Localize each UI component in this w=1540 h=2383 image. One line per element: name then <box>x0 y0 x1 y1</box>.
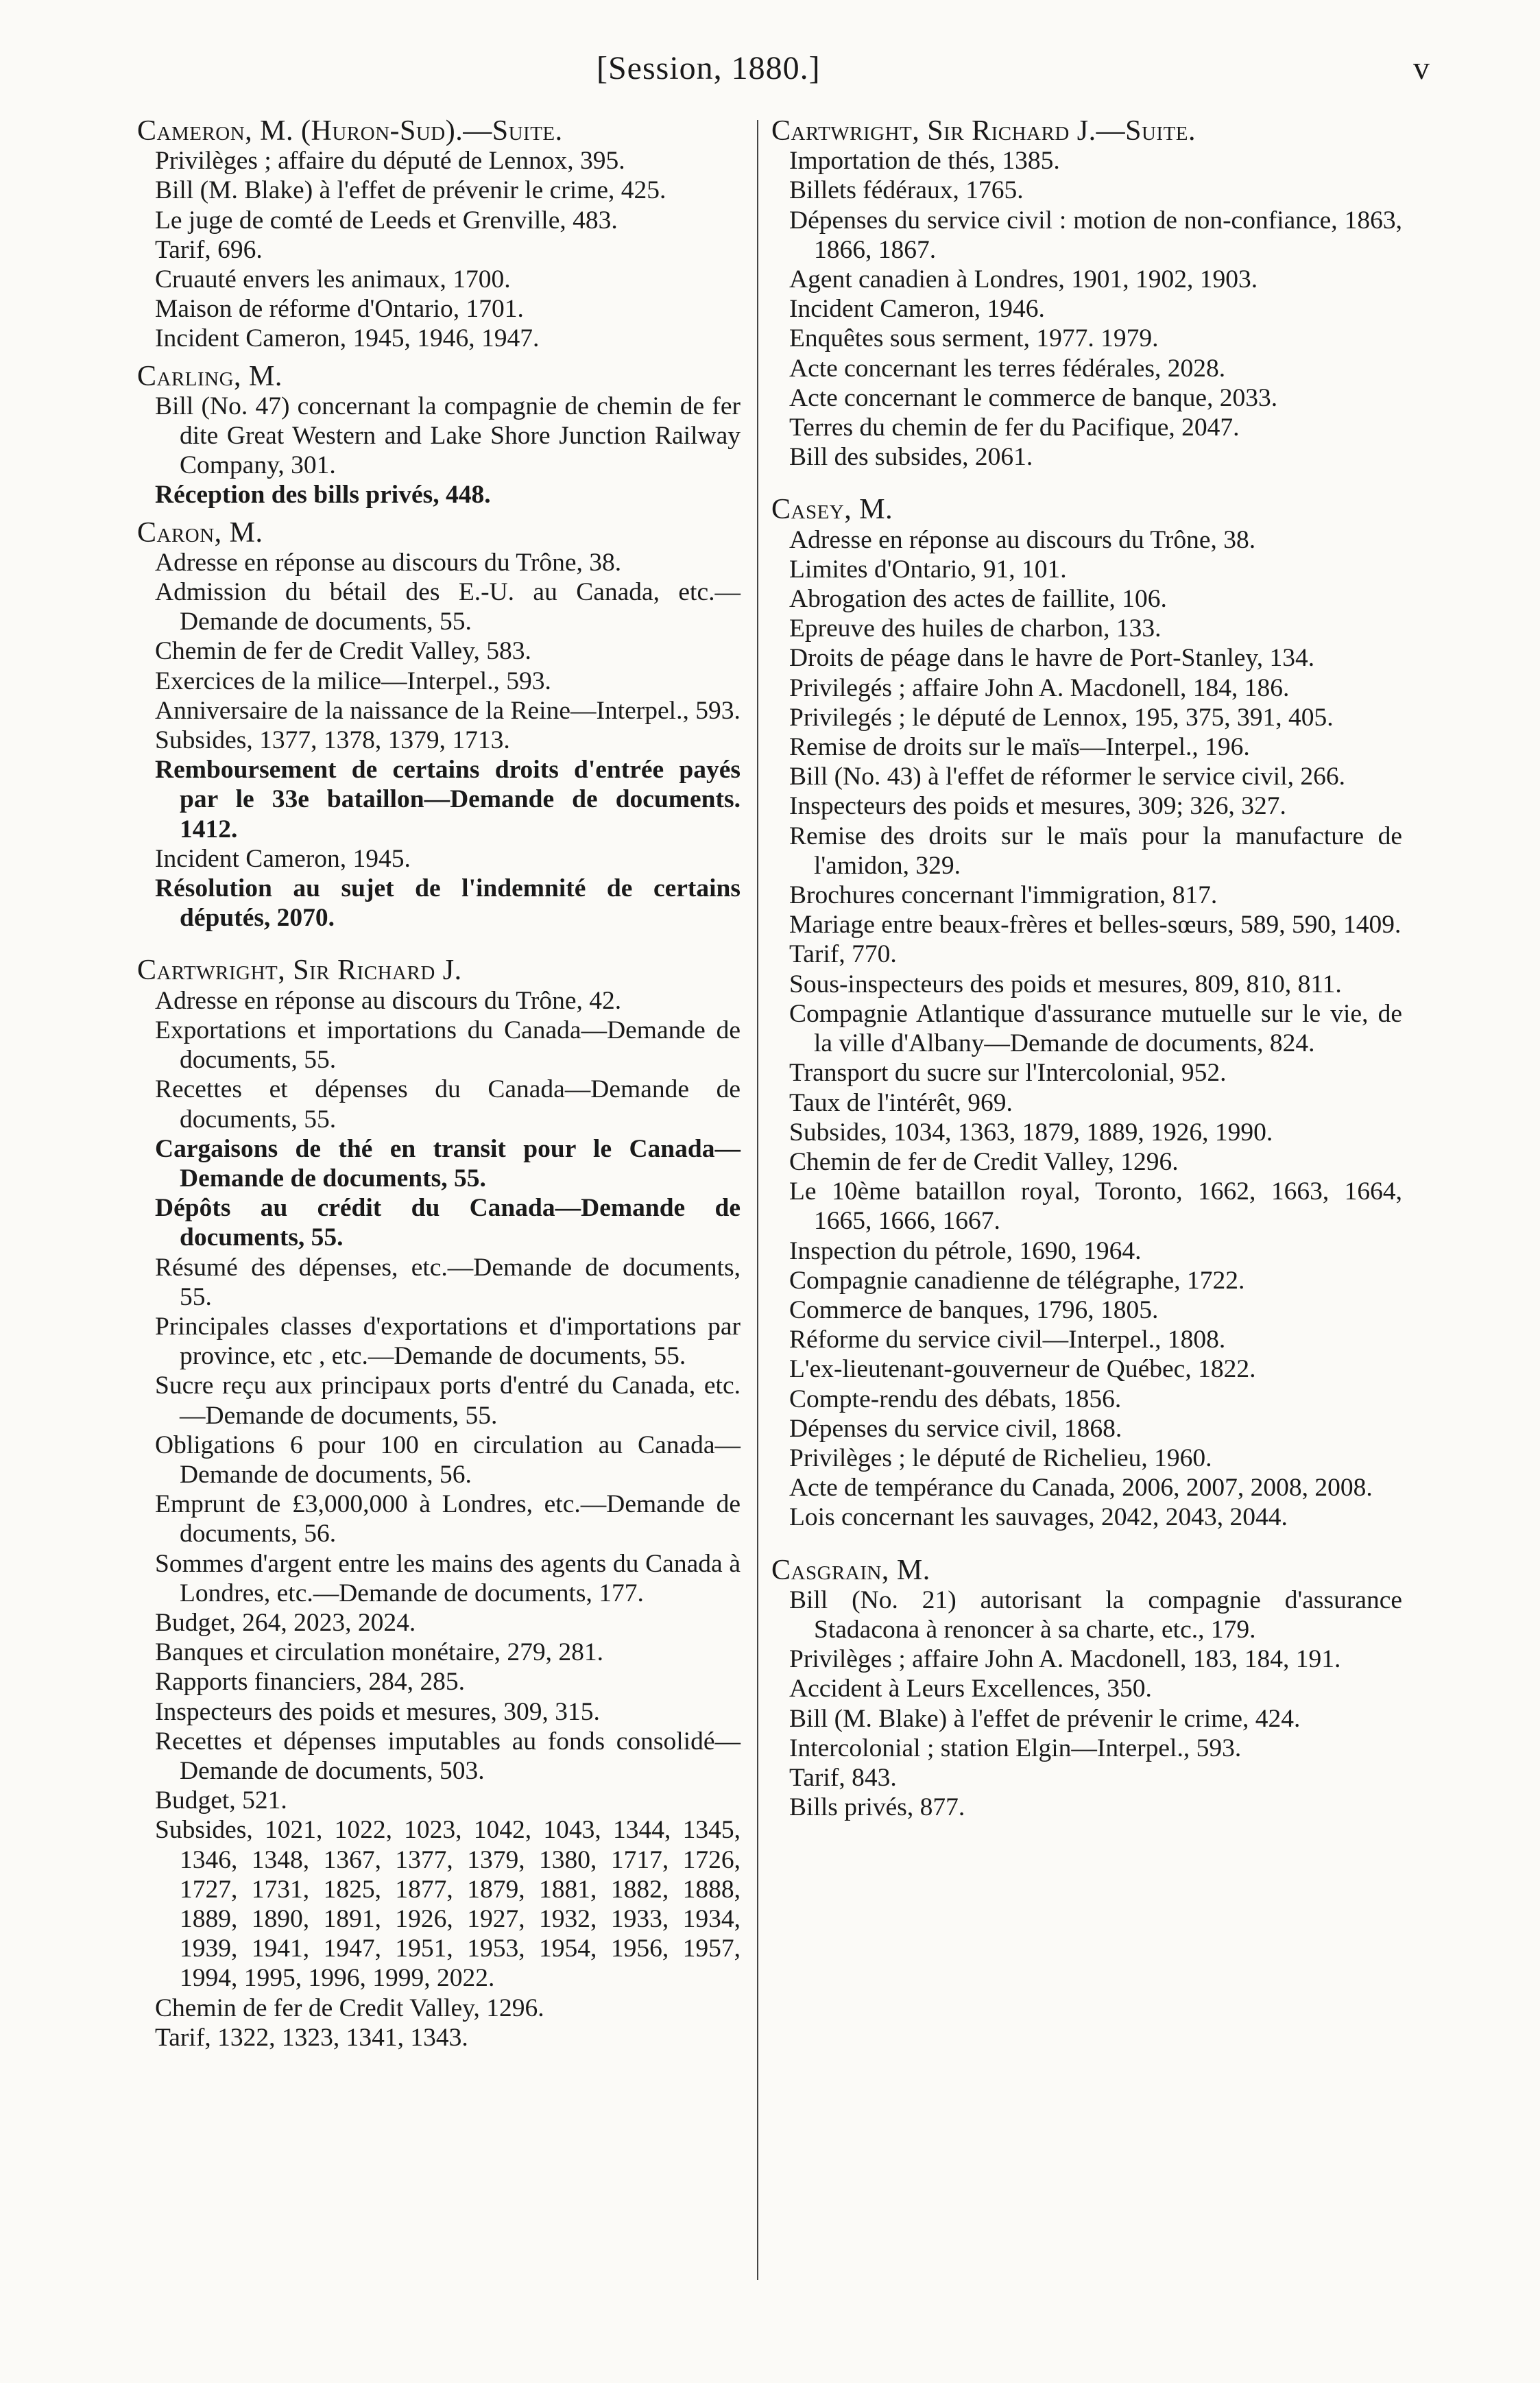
index-entry: Réforme du service civil—Interpel., 1808. <box>789 1326 1226 1354</box>
page-number: v <box>1413 50 1430 86</box>
index-entry: Taux de l'intérêt, 969. <box>789 1088 1013 1117</box>
index-entry: Billets fédéraux, 1765. <box>789 176 1024 205</box>
index-entry: Mariage entre beaux-frères et belles-sœurs, 589, 590, 1409. <box>789 911 1401 939</box>
index-entry: Cargaisons de thé en transit pour le Canada—Demande de documents, 55. <box>155 1134 741 1193</box>
index-entry: Privilegés ; affaire John A. Macdonell, 184, 186. <box>789 673 1290 702</box>
index-entry: Compagnie canadienne de télégraphe, 1722. <box>789 1266 1245 1295</box>
index-entry: Emprunt de £3,000,000 à Londres, etc.—Demande de documents, 56. <box>155 1490 741 1548</box>
index-entry: Agent canadien à Londres, 1901, 1902, 1903. <box>789 265 1258 294</box>
index-entry: Limites d'Ontario, 91, 101. <box>789 555 1067 584</box>
left-column <box>137 117 741 2052</box>
index-entry: Tarif, 696. <box>155 235 263 264</box>
index-entry: Sous-inspecteurs des poids et mesures, 809, 810, 811. <box>789 970 1342 998</box>
index-entry: Incident Cameron, 1945, 1946, 1947. <box>155 324 540 353</box>
index-entry: Rapports financiers, 284, 285. <box>155 1668 465 1697</box>
index-entry: Obligations 6 pour 100 en circulation au Canada—Demande de documents, 56. <box>155 1430 741 1489</box>
index-entry: Bill (No. 43) à l'effet de réformer le service civil, 266. <box>789 763 1345 791</box>
index-entry: Sucre reçu aux principaux ports d'entré du Canada, etc.—Demande de documents, 55. <box>155 1372 741 1430</box>
index-entry: Privilèges ; affaire du député de Lennox, 395. <box>155 147 625 176</box>
index-entry: Inspection du pétrole, 1690, 1964. <box>789 1236 1142 1265</box>
index-entry: Bills privés, 877. <box>789 1793 965 1822</box>
index-entry: Exportations et importations du Canada—Demande de documents, 55. <box>155 1016 741 1075</box>
index-entry: Droits de péage dans le havre de Port-Stanley, 134. <box>789 644 1315 673</box>
index-entry: Réception des bills privés, 448. <box>155 481 491 510</box>
index-entry: Terres du chemin de fer du Pacifique, 2047. <box>789 414 1240 442</box>
index-entry: Chemin de fer de Credit Valley, 583. <box>155 637 531 666</box>
index-entry: Cruauté envers les animaux, 1700. <box>155 265 511 294</box>
index-entry: Epreuve des huiles de charbon, 133. <box>789 614 1162 643</box>
index-entry: Incident Cameron, 1946. <box>789 295 1045 324</box>
member-heading: Cameron, M. (Huron-Sud).—Suite. <box>137 115 563 147</box>
index-entry: Adresse en réponse au discours du Trône, 38. <box>789 525 1256 554</box>
index-entry: Bill des subsides, 2061. <box>789 443 1033 472</box>
index-entry: Bill (No. 21) autorisant la compagnie d'assurance Stadacona à renoncer à sa charte, etc., 179. <box>789 1585 1402 1644</box>
index-entry: Remise de droits sur le maïs—Interpel., 196. <box>789 733 1250 762</box>
index-entry: Maison de réforme d'Ontario, 1701. <box>155 295 524 324</box>
index-entry: L'ex-lieutenant-gouverneur de Québec, 1822. <box>789 1355 1256 1384</box>
index-entry: Bill (M. Blake) à l'effet de prévenir le crime, 425. <box>155 176 666 205</box>
member-heading: Casey, M. <box>771 494 893 526</box>
index-entry: Transport du sucre sur l'Intercolonial, 952. <box>789 1059 1227 1088</box>
index-entry: Inspecteurs des poids et mesures, 309; 326, 327. <box>789 792 1286 821</box>
index-entry: Tarif, 1322, 1323, 1341, 1343. <box>155 2023 468 2052</box>
index-entry: Budget, 264, 2023, 2024. <box>155 1608 416 1637</box>
index-entry: Budget, 521. <box>155 1786 287 1815</box>
index-entry: Adresse en réponse au discours du Trône, 42. <box>155 986 622 1015</box>
column-divider <box>757 120 758 2280</box>
index-entry: Privilèges ; le député de Richelieu, 1960. <box>789 1444 1212 1472</box>
index-entry: Privilegés ; le député de Lennox, 195, 375, 391, 405. <box>789 703 1334 732</box>
index-entry: Recettes et dépenses imputables au fonds consolidé—Demande de documents, 503. <box>155 1727 741 1785</box>
index-entry: Acte concernant les terres fédérales, 2028. <box>789 354 1226 383</box>
index-entry: Bill (M. Blake) à l'effet de prévenir le crime, 424. <box>789 1704 1301 1733</box>
right-column <box>771 117 1402 1822</box>
index-entry: Banques et circulation monétaire, 279, 281. <box>155 1638 603 1667</box>
index-entry: Dépôts au crédit du Canada—Demande de documents, 55. <box>155 1194 741 1252</box>
index-entry: Privilèges ; affaire John A. Macdonell, 183, 184, 191. <box>789 1645 1341 1674</box>
index-entry: Remboursement de certains droits d'entrée payés par le 33e bataillon—Demande de documents. 1412. <box>155 756 741 843</box>
index-entry: Importation de thés, 1385. <box>789 147 1060 176</box>
index-entry: Bill (No. 47) concernant la compagnie de chemin de fer dite Great Western and Lake Shore Junction Railway Company, 301. <box>155 392 741 480</box>
index-entry: Adresse en réponse au discours du Trône, 38. <box>155 548 622 577</box>
member-heading: Carling, M. <box>137 360 282 392</box>
index-entry: Admission du bétail des E.-U. au Canada, etc.—Demande de documents, 55. <box>155 578 741 636</box>
index-entry: Le 10ème bataillon royal, Toronto, 1662, 1663, 1664, 1665, 1666, 1667. <box>789 1177 1402 1236</box>
member-heading: Cartwright, Sir Richard J.—Suite. <box>771 115 1196 147</box>
index-entry: Subsides, 1021, 1022, 1023, 1042, 1043, 1344, 1345, 1346, 1348, 1367, 1377, 1379, 1380, 1717, 1726, 1727, 1731, 1825, 1877, 1879, 1881, 1882, 1888, 1889, 1890, 1891, 1926, 1927, 1932, 1933, 1934, 1939, 1941, 1947, 1951, 1953, 1954, 1956, 1957, 1994, 1995, 1996, 1999, 2022. <box>155 1816 741 1993</box>
index-entry: Subsides, 1034, 1363, 1879, 1889, 1926, 1990. <box>789 1118 1273 1147</box>
index-entry: Abrogation des actes de faillite, 106. <box>789 585 1167 614</box>
index-entry: Dépenses du service civil : motion de non-confiance, 1863, 1866, 1867. <box>789 206 1402 264</box>
index-entry: Résumé des dépenses, etc.—Demande de documents, 55. <box>155 1253 741 1311</box>
index-entry: Commerce de banques, 1796, 1805. <box>789 1295 1159 1324</box>
index-entry: Exercices de la milice—Interpel., 593. <box>155 667 551 695</box>
index-entry: Remise des droits sur le maïs pour la manufacture de l'amidon, 329. <box>789 822 1402 880</box>
index-entry: Tarif, 843. <box>789 1763 897 1792</box>
member-heading: Caron, M. <box>137 516 263 549</box>
index-entry: Chemin de fer de Credit Valley, 1296. <box>789 1147 1179 1176</box>
index-entry: Acte de tempérance du Canada, 2006, 2007, 2008, 2008. <box>789 1474 1373 1502</box>
index-entry: Enquêtes sous serment, 1977. 1979. <box>789 324 1159 353</box>
index-entry: Inspecteurs des poids et mesures, 309, 315. <box>155 1697 600 1726</box>
index-entry: Compagnie Atlantique d'assurance mutuelle sur le vie, de la ville d'Albany—Demande de documents, 824. <box>789 999 1402 1058</box>
index-entry: Chemin de fer de Credit Valley, 1296. <box>155 1993 544 2022</box>
index-entry: Incident Cameron, 1945. <box>155 844 411 873</box>
index-entry: Accident à Leurs Excellences, 350. <box>789 1675 1152 1703</box>
index-entry: Sommes d'argent entre les mains des agents du Canada à Londres, etc.—Demande de documents, 177. <box>155 1549 741 1607</box>
index-entry: Lois concernant les sauvages, 2042, 2043, 2044. <box>789 1503 1288 1532</box>
index-entry: Brochures concernant l'immigration, 817. <box>789 881 1218 910</box>
index-entry: Anniversaire de la naissance de la Reine—Interpel., 593. <box>155 696 741 725</box>
member-heading: Cartwright, Sir Richard J. <box>137 955 462 987</box>
index-entry: Compte-rendu des débats, 1856. <box>789 1385 1122 1413</box>
session-title: [Session, 1880.] <box>597 50 821 86</box>
index-entry: Tarif, 770. <box>789 940 897 969</box>
index-entry: Principales classes d'exportations et d'importations par province, etc , etc.—Demande de documents, 55. <box>155 1312 741 1371</box>
member-heading: Casgrain, M. <box>771 1554 930 1586</box>
index-entry: Subsides, 1377, 1378, 1379, 1713. <box>155 726 510 755</box>
index-entry: Dépenses du service civil, 1868. <box>789 1414 1122 1443</box>
index-entry: Le juge de comté de Leeds et Grenville, 483. <box>155 206 618 235</box>
index-entry: Acte concernant le commerce de banque, 2033. <box>789 383 1278 412</box>
index-entry: Intercolonial ; station Elgin—Interpel., 593. <box>789 1734 1242 1762</box>
index-entry: Recettes et dépenses du Canada—Demande de documents, 55. <box>155 1075 741 1134</box>
index-entry: Résolution au sujet de l'indemnité de certains députés, 2070. <box>155 874 741 933</box>
